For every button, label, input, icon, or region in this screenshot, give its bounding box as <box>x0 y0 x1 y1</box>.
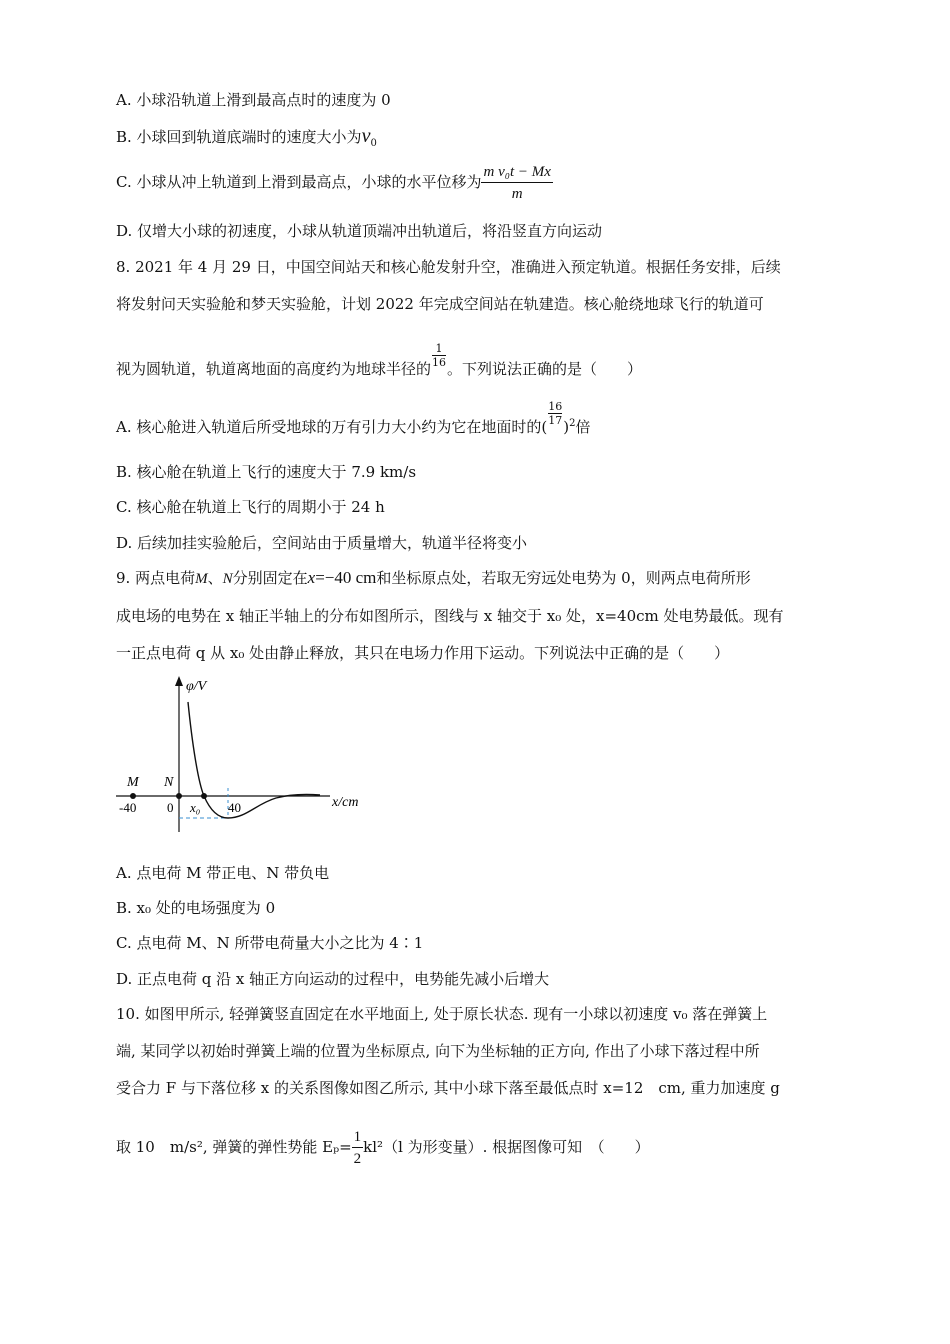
q7-option-d: D. 仅增大小球的初速度，小球从轨道顶端冲出轨道后，将沿竖直方向运动 <box>116 222 603 240</box>
q8-option-a-fraction-den: 17 <box>548 414 563 427</box>
q9-l1-g: =−40 cm <box>315 568 377 587</box>
q7-option-b-sub: 0 <box>370 138 377 149</box>
q8-option-a-fraction-num: 16 <box>548 400 563 413</box>
q10-stem-line-2: 端, 某同学以初始时弹簧上端的位置为坐标原点, 向下为坐标轴的正方向, 作出了小球下落过程中所 <box>116 1042 760 1060</box>
potential-curve <box>188 702 320 818</box>
x-axis-label: x/cm <box>332 795 359 810</box>
q10-fraction-num: 1 <box>352 1127 364 1148</box>
q10-l4-post: kl²（l 为形变量）. 根据图像可知 （ ） <box>363 1138 650 1156</box>
q9-l1-b: M <box>195 571 208 587</box>
q8-option-c: C. 核心舱在轨道上飞行的周期小于 24 h <box>116 498 385 516</box>
q10-stem-line-3: 受合力 F 与下落位移 x 的关系图像如图乙所示, 其中小球下落至最低点时 x=12 cm, 重力加速度 g <box>116 1079 780 1097</box>
q7-option-c-numerator: m v₀t − Mx <box>481 162 552 183</box>
q9-option-a: A. 点电荷 M 带正电、N 带负电 <box>116 864 330 882</box>
charge-m-point <box>130 793 136 799</box>
q8-option-d: D. 后续加挂实验舱后，空间站由于质量增大，轨道半径将变小 <box>116 534 528 552</box>
q8-option-b: B. 核心舱在轨道上飞行的速度大于 7.9 km/s <box>116 463 417 481</box>
q9-option-d: D. 正点电荷 q 沿 x 轴正方向运动的过程中，电势能先减小后增大 <box>116 970 550 988</box>
tick-zero: 0 <box>167 800 174 815</box>
q9-stem-line-1 <box>116 567 751 590</box>
q7-option-c <box>116 160 553 205</box>
x0-point <box>201 793 207 799</box>
q7-option-a: A. 小球沿轨道上滑到最高点时的速度为 0 <box>116 91 391 109</box>
q8-fraction-num: 1 <box>435 342 443 355</box>
q8-stem-line-3-pre: 视为圆轨道，轨道离地面的高度约为地球半径的 <box>116 360 432 378</box>
q9-l1-e: 分别固定在 <box>232 569 308 587</box>
tick-neg40: -40 <box>119 800 137 815</box>
q8-option-a-pre: A. 核心舱进入轨道后所受地球的万有引力大小约为它在地面时的 <box>116 418 542 436</box>
q8-fraction-den: 16 <box>432 356 447 369</box>
q8-option-a-fraction <box>548 400 562 427</box>
q7-option-c-fraction <box>481 162 552 205</box>
q7-option-b <box>116 125 377 155</box>
q7-option-c-text: C. 小球从冲上轨道到上滑到最高点，小球的水平位移为 <box>116 173 482 191</box>
q8-stem-line-1: 8. 2021 年 4 月 29 日，中国空间站天和核心舱发射升空，准确进入预定轨道。根据任务安排，后续 <box>116 258 781 276</box>
q9-l1-c: 、 <box>207 569 223 587</box>
q8-stem-line-2: 将发射问天实验舱和梦天实验舱，计划 2022 年完成空间站在轨建造。核心舱绕地球飞行的轨道可 <box>116 295 764 313</box>
q8-stem-line-3 <box>116 342 642 389</box>
q8-option-a-post: 倍 <box>575 418 591 436</box>
q8-stem-line-3-post: 。下列说法正确的是（ ） <box>447 360 643 378</box>
q7-option-b-var: v <box>361 125 371 147</box>
q9-l1-a: 9. 两点电荷 <box>116 569 196 587</box>
y-axis-label: φ/V <box>186 679 207 694</box>
q8-fraction <box>432 342 446 369</box>
q8-option-a: A. 核心舱进入轨道后所受地球的万有引力大小约为它在地面时的( $\frac{16}{17}$ )$^2$倍 <box>116 400 591 436</box>
q9-stem-line-2: 成电场的电势在 x 轴正半轴上的分布如图所示，图线与 x 轴交于 x₀ 处，x=40cm 处电势最低。现有 <box>116 607 784 625</box>
label-m: M <box>127 775 139 790</box>
label-n: N <box>164 775 174 790</box>
q10-l4-pre: 取 10 m/s², 弹簧的弹性势能 Eₚ= <box>116 1138 352 1156</box>
q7-option-c-denominator: m <box>511 185 523 202</box>
q9-stem-line-3: 一正点电荷 q 从 x₀ 处由静止释放，其只在电场力作用下运动。下列说法中正确的是（ ） <box>116 644 730 662</box>
q9-l1-h: 和坐标原点处，若取无穷远处电势为 0，则两点电荷所形 <box>376 569 751 587</box>
q9-l1-f: x <box>307 568 316 587</box>
q9-option-c: C. 点电荷 M、N 所带电荷量大小之比为 4∶1 <box>116 934 424 952</box>
q9-l1-d: N <box>222 571 233 587</box>
q10-fraction-den: 2 <box>353 1150 362 1167</box>
q10-fraction <box>352 1127 364 1170</box>
q9-potential-graph <box>116 672 376 842</box>
charge-n-point <box>176 793 182 799</box>
tick-40: 40 <box>228 800 241 815</box>
q10-stem-line-4 <box>116 1124 650 1170</box>
tick-x0: x₀ <box>190 800 201 815</box>
q9-option-b: B. x₀ 处的电场强度为 0 <box>116 899 276 917</box>
q7-option-b-text: B. 小球回到轨道底端时的速度大小为 <box>116 128 362 146</box>
q10-stem-line-1: 10. 如图甲所示, 轻弹簧竖直固定在水平地面上, 处于原长状态. 现有一小球以初速度 v₀ 落在弹簧上 <box>116 1005 768 1023</box>
y-axis-arrow <box>175 676 183 686</box>
